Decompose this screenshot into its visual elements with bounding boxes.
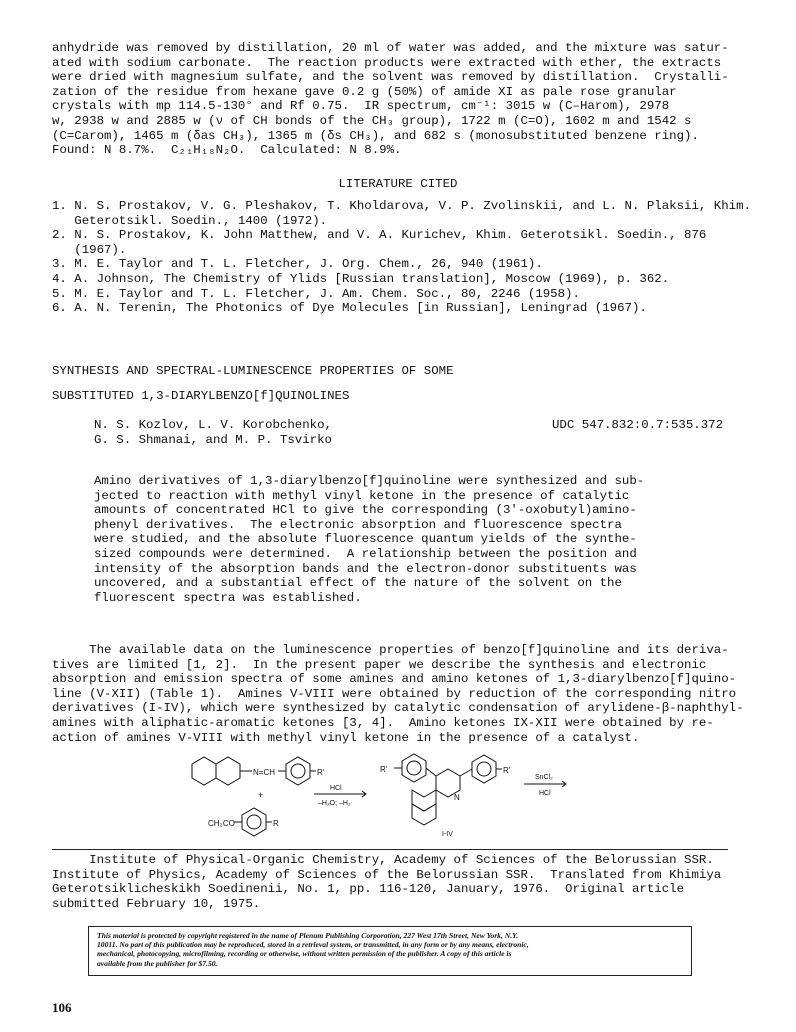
text-line: w, 2938 w and 2885 w (ν of CH bonds of the CH₃ group), 1722 m (C=O), 1602 m and 1542 s [52, 113, 692, 128]
abstract-line: sized compounds were determined. A relationship between the position and [94, 546, 637, 561]
ketone-label: CH₃CO [208, 819, 235, 828]
reference-item: 3. M. E. Taylor and T. L. Fletcher, J. Org. Chem., 26, 940 (1961). [52, 257, 543, 272]
reference-item: Geterotsikl. Soedin., 1400 (1972). [52, 213, 328, 228]
text-line: ated with sodium carbonate. The reaction products were extracted with ether, the extracts [52, 55, 722, 70]
article-title-line: SUBSTITUTED 1,3-DIARYLBENZO[f]QUINOLINES [52, 388, 350, 403]
r-prime-label: R' [317, 768, 325, 777]
reference-item: 5. M. E. Taylor and T. L. Fletcher, J. Am. Chem. Soc., 80, 2246 (1958). [52, 286, 580, 301]
author-list [94, 418, 332, 447]
abstract-line: were studied, and the absolute fluorescence quantum yields of the synthe- [94, 532, 637, 547]
reference-item: 2. N. S. Prostakov, K. John Matthew, and V. A. Kurichev, Khim. Geterotsikl. Soedin., 876 [52, 228, 707, 243]
text-line: derivatives (I-IV), which were synthesized by catalytic condensation of arylidene-β-naphthyl- [52, 701, 744, 716]
literature-heading: LITERATURE CITED [338, 177, 458, 191]
text-line: available from the publisher for $7.50. [97, 958, 218, 968]
text-line: line (V-XII) (Table 1). Amines V-VIII were obtained by reduction of the corresponding nitro [52, 686, 737, 701]
text-line: anhydride was removed by distillation, 20 ml of water was added, and the mixture was satur- [52, 41, 729, 55]
text-line: Geterotsiklicheskikh Soedinenii, No. 1, pp. 116-120, January, 1976. Original article [52, 882, 685, 897]
r-prime-label: R' [503, 766, 511, 775]
text-line: The available data on the luminescence properties of benzo[f]quinoline and its deriva- [52, 643, 729, 657]
author-line: G. S. Shmanai, and M. P. Tsvirko [94, 432, 332, 447]
abstract-line: fluorescent spectra was established. [94, 590, 362, 605]
imine-link-label: N=CH [253, 768, 276, 777]
article-title-line: SYNTHESIS AND SPECTRAL-LUMINESCENCE PROPERTIES OF SOME [52, 364, 454, 378]
text-line: crystals with mp 114.5-130° and Rf 0.75. IR spectrum, cm⁻¹: 3015 w (C–Harom), 2978 [52, 99, 670, 114]
body-paragraph [52, 643, 744, 745]
abstract-line: jected to reaction with methyl vinyl ketone in the presence of catalytic [94, 488, 630, 503]
affiliation-footnote [52, 853, 721, 911]
reference-item: 6. A. N. Terenin, The Photonics of Dye Molecules [in Russian], Leningrad (1967). [52, 301, 647, 316]
text-line: Institute of Physics, Academy of Sciences of the Belorussian SSR. Translated from Khimiya [52, 867, 722, 882]
reference-list [52, 199, 751, 316]
reference-item: 1. N. S. Prostakov, V. G. Pleshakov, T. Kholdarova, V. P. Zvolinskii, and L. N. Plaksii, Khim. [52, 199, 751, 213]
reaction-scheme [180, 752, 640, 842]
abstract-line: intensity of the absorption bands and the electron-donor substituents was [94, 561, 637, 576]
benzoquinoline-structure [394, 754, 502, 825]
abstract-line: phenyl derivatives. The electronic absorption and fluorescence spectra [94, 517, 622, 532]
page-number: 106 [52, 1000, 72, 1015]
r-prime-label: R' [380, 765, 388, 774]
continuation-paragraph [52, 41, 729, 158]
text-line: action of amines V-VIII with methyl vinyl ketone in the presence of a catalyst. [52, 730, 640, 745]
author-line: N. S. Kozlov, L. V. Korobchenko, [94, 418, 332, 432]
reference-item: (1967). [52, 242, 127, 257]
text-line: were dried with magnesium sulfate, and the solvent was removed by distillation. Crystalli- [52, 70, 729, 85]
copyright-notice [88, 926, 692, 976]
text-line: This material is protected by copyright registered in the name of Plenum Publishing Corporation, 227 West 17th Street, New York, N.Y. [97, 931, 519, 940]
text-line: submitted February 10, 1975. [52, 896, 261, 911]
reaction-arrow-2 [524, 781, 566, 787]
abstract-line: uncovered, and a substantial effect of the nature of the solvent on the [94, 576, 622, 591]
text-line: Institute of Physical-Organic Chemistry, Academy of Sciences of the Belorussian SSR. [52, 853, 714, 867]
plus-sign: + [258, 790, 264, 800]
ring-nitrogen-label: N [454, 793, 460, 802]
reagent-label: SnCl₂ [535, 774, 553, 781]
ketone-structure [234, 808, 272, 836]
text-line: (C=Carom), 1465 m (δas CH₃), 1365 m (δs CH₃), and 682 s (monosubstituted benzene ring). [52, 128, 699, 143]
text-line: 10011. No part of this publication may be reproduced, stored in a retrieval system, or transmitted, in any form or by any means, electronic, [97, 940, 529, 950]
abstract-line: amounts of concentrated HCl to give the corresponding (3'-oxobutyl)amino- [94, 503, 637, 518]
text-line: zation of the residue from hexane gave 0.2 g (50%) of amide XI as pale rose granular [52, 84, 677, 99]
udc-code: UDC 547.832:0.7:535.372 [552, 418, 724, 432]
reagent-label: HCl [330, 785, 342, 792]
text-line: tives are limited [1, 2]. In the present paper we describe the synthesis and electronic [52, 657, 707, 672]
article-title [52, 364, 454, 403]
reference-item: 4. A. Johnson, The Chemistry of Ylids [Russian translation], Moscow (1969), p. 362. [52, 271, 670, 286]
reagent-label: HCl [539, 790, 551, 797]
text-line: absorption and emission spectra of some amines and amino ketones of 1,3-diarylbenzo[f]quino- [52, 672, 737, 687]
abstract [94, 474, 644, 605]
abstract-line: Amino derivatives of 1,3-diarylbenzo[f]quinoline were synthesized and sub- [94, 474, 645, 488]
product-label: I-IV [442, 831, 453, 838]
text-line: amines with aliphatic-aromatic ketones [3, 4]. Amino ketones IX-XII were obtained by re- [52, 715, 714, 730]
r-label: R [273, 819, 279, 828]
footnote-rule [52, 849, 728, 850]
text-line: mechanical, photocopying, microfilming, recording or otherwise, without written permission of the publisher. A copy of this article is [97, 949, 512, 959]
reagent-label: –H₂O; –H₂ [318, 800, 351, 807]
text-line: Found: N 8.7%. C₂₁H₁₈N₂O. Calculated: N 8.9%. [52, 143, 402, 158]
